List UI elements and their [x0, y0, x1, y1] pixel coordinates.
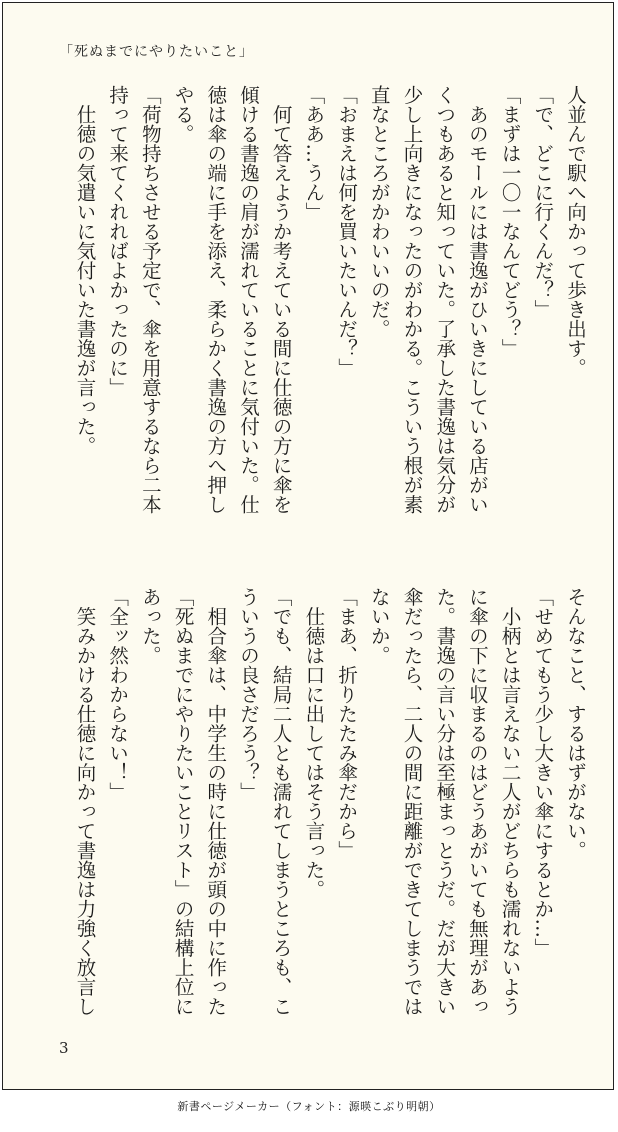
book-page — [2, 2, 614, 1090]
text-block-upper: 人並んで駅へ向かって歩き出す。 「で、どこに行くんだ？」 「まずは一〇一なんてどう？」 あのモールには書逸がひいきにしている店がい くつもあると知っていた。了承した書逸は気分が 少し上向きになったのがわかる。こういう根が素 直なところがかわいいのだ。 「おまえは何を買いたいんだ？」 「ああ…うん」 何て答えようか考えている間に仕徳の方に傘を 傾ける書逸の肩が濡れていることに気付いた。仕 徳は傘の端に手を添え、柔らかく書逸の方へ押し やる。 「荷物持ちさせる予定で、傘を用意するなら二本 持って来てくれればよかったのに」 仕徳の気遣いに気付いた書逸が言った。 — [73, 85, 587, 514]
footer-credit: 新書ページメーカー（フォント：源暎こぶり明朝） — [177, 1100, 441, 1113]
running-header-title: 「死ぬまでにやりたいこと」 — [59, 44, 254, 60]
page-number: 3 — [59, 1039, 69, 1057]
text-block-lower: そんなこと、するはずがない。 「せめてもう少し大きい傘にするとか…」 小柄とは言えない二人がどちらも濡れないよう に傘の下に収まるのはどうあがいても無理があっ た。書逸の言い分は至極まっとうだ。だが大きい 傘だったら、二人の間に距離ができてしまうでは ないか。 「まあ、折りたたみ傘だから」 仕徳は口に出してはそう言った。 「でも、結局二人とも濡れてしまうところも、こ ういうの良さだろう？」 相合傘は、中学生の時に仕徳が頭の中に作った 「死ぬまでにやりたいことリスト」の結構上位に あった。 「全ッ然わからない！」 笑みかける仕徳に向かって書逸は力強く放言し — [73, 587, 587, 1016]
